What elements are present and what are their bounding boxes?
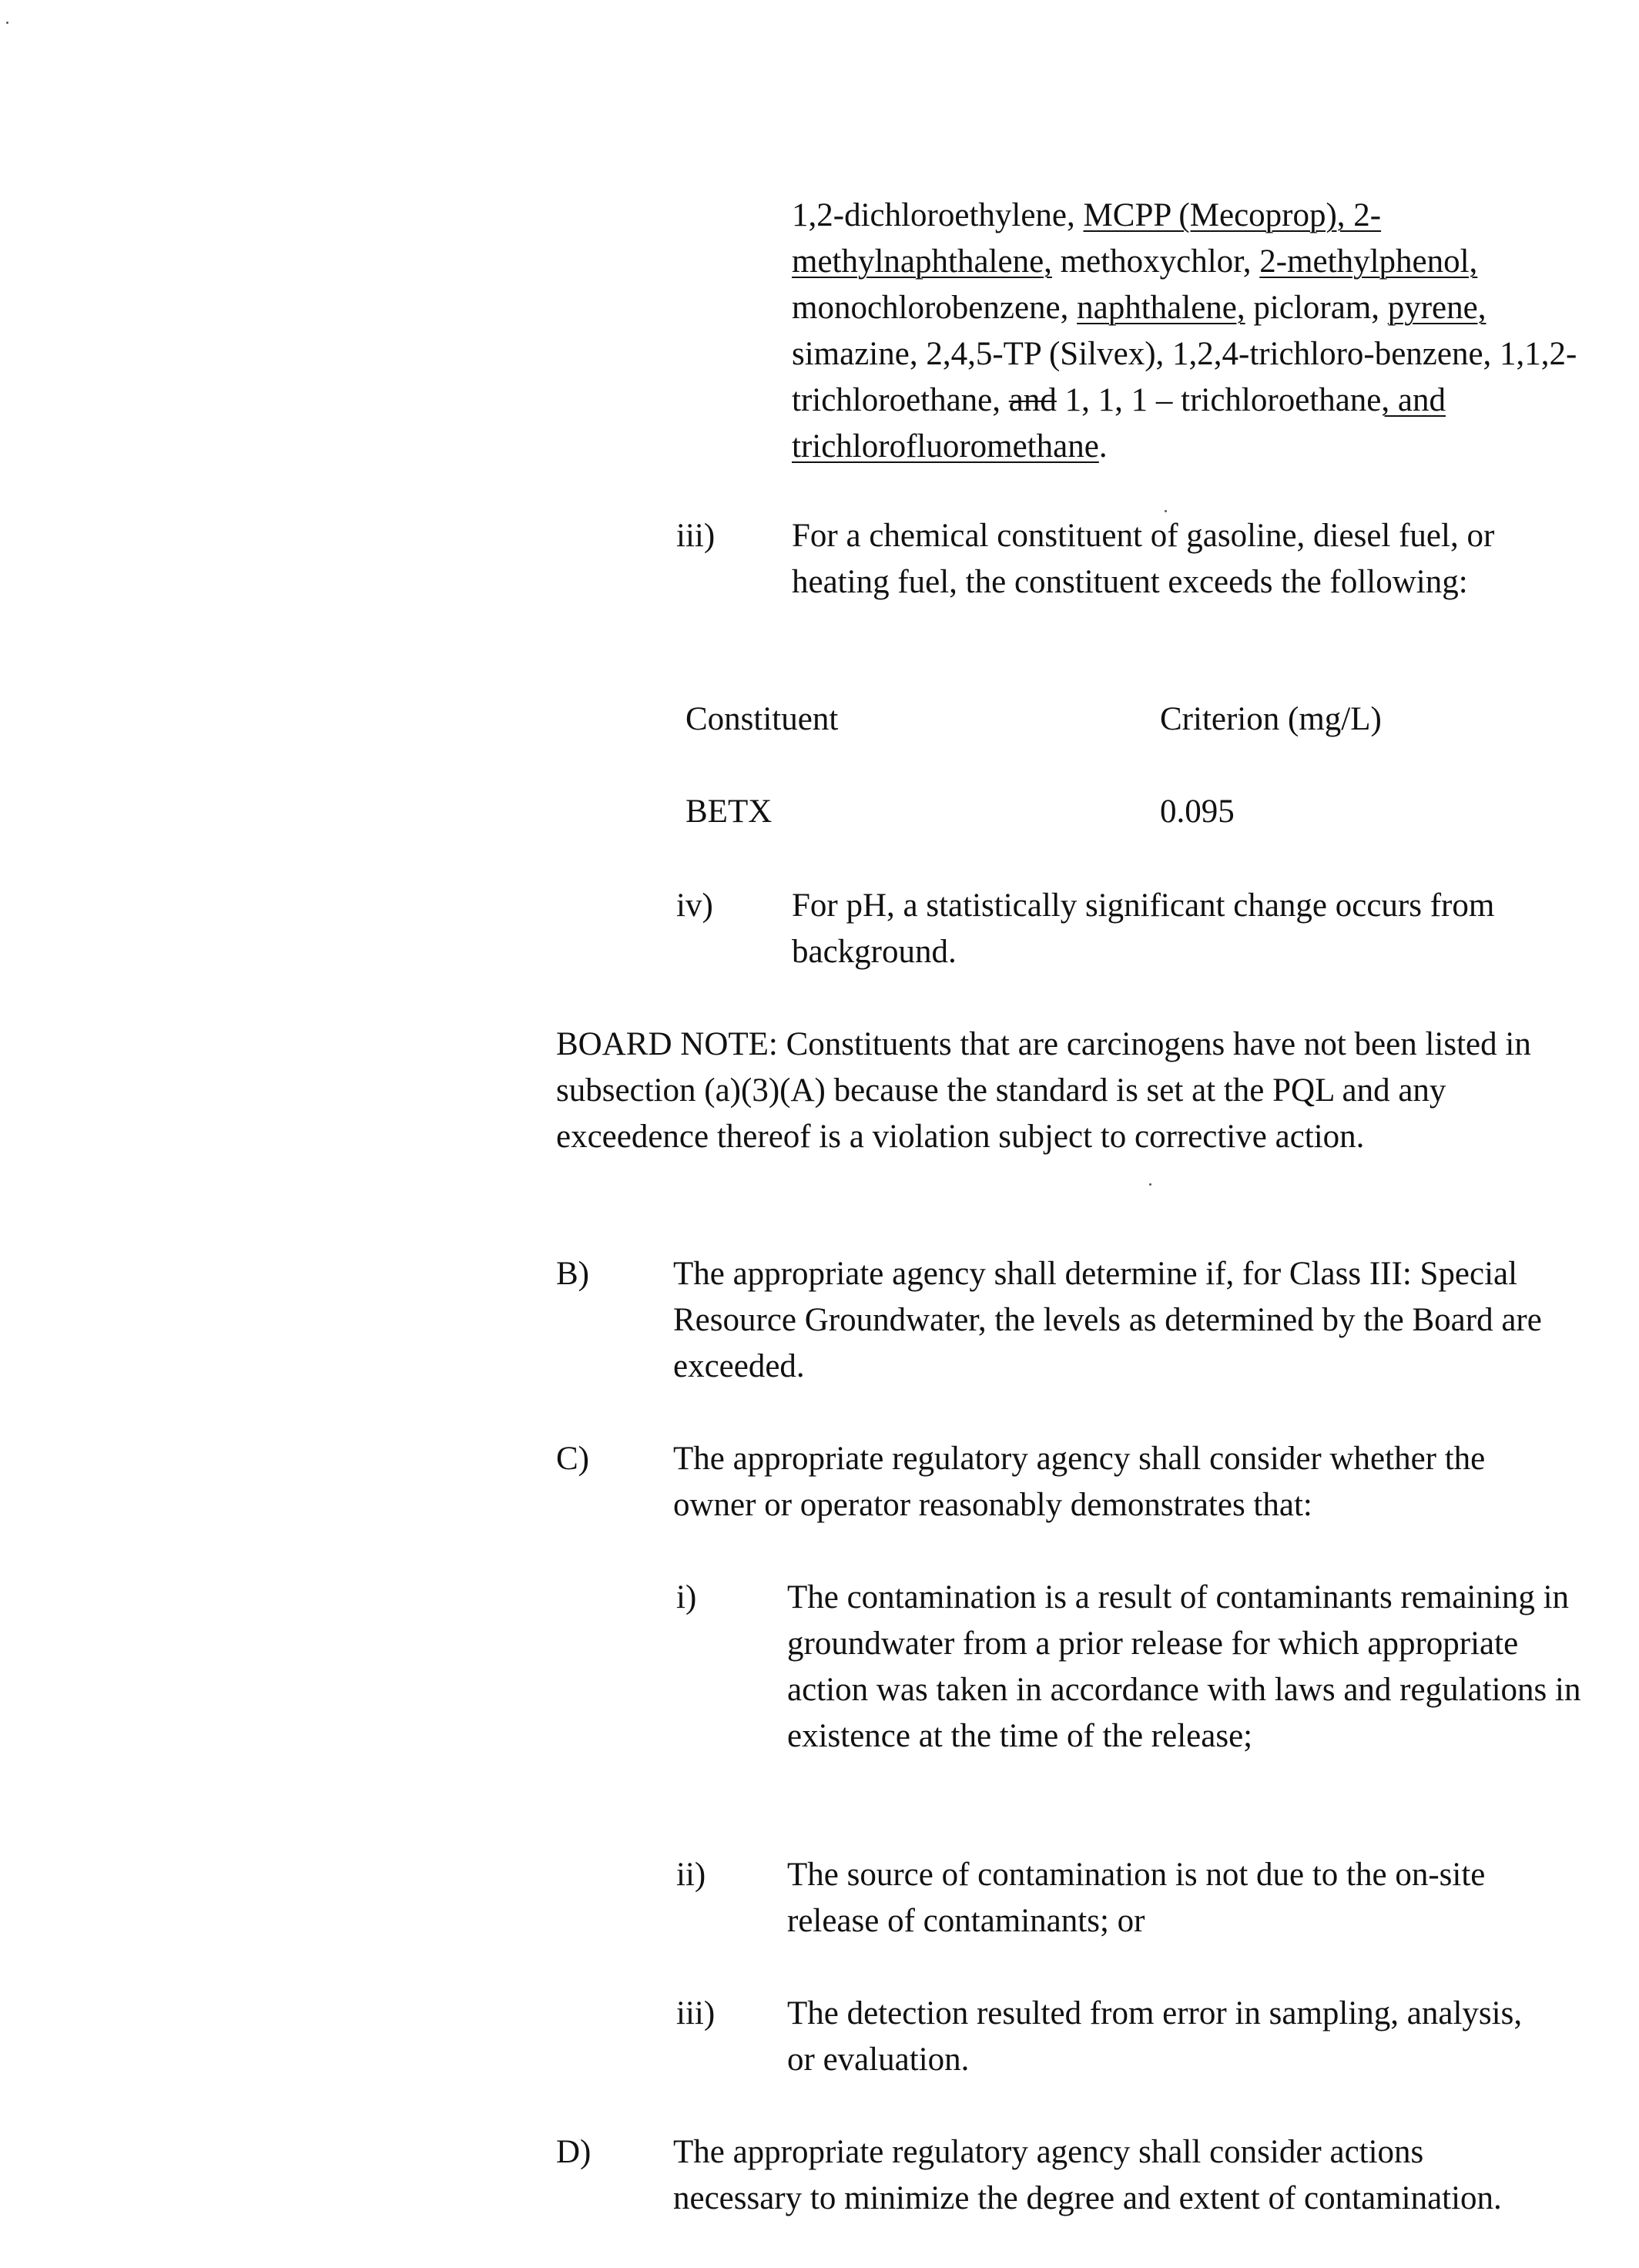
scan-speck — [1149, 1183, 1151, 1186]
list-seg-12: . — [1098, 428, 1108, 465]
item-C-label: C) — [556, 1441, 589, 1477]
item-C-iii-label: iii) — [676, 1995, 716, 2031]
scan-speck — [6, 22, 8, 24]
item-iii-fuel-text: For a chemical constituent of gasoline, diesel fuel, or heating fuel, the constituent exceeds the following: — [792, 518, 1495, 600]
item-C-iii-text: The detection resulted from error in sampling, analysis, or evaluation. — [787, 1995, 1523, 2078]
item-C-ii-text: The source of contamination is not due to the on-site release of contaminants; or — [787, 1857, 1486, 1939]
list-seg-2: methoxychlor, — [1051, 243, 1260, 280]
list-seg-8: simazine, 2,4,5-TP (Silvex), 1,2,4-trichloro-benzene, 1,1,2-trichloroethane, — [792, 336, 1577, 418]
item-iii-fuel-label: iii) — [676, 518, 716, 554]
table-cell-criterion: 0.095 — [1160, 793, 1235, 830]
item-D-label: D) — [556, 2134, 592, 2170]
list-seg-11: , and trichlorofluoromethane — [792, 382, 1446, 465]
table-header-constituent: Constituent — [685, 701, 839, 737]
item-C-text: The appropriate regulatory agency shall consider whether the owner or operator reasonably demonstrates that: — [673, 1441, 1486, 1523]
item-C-ii-label: ii) — [676, 1857, 706, 1893]
item-D-text: The appropriate regulatory agency shall consider actions necessary to minimize the degree and extent of contamination. — [673, 2134, 1502, 2216]
list-seg-1: MCPP (Mecoprop), 2-methylnaphthalene, — [792, 197, 1382, 280]
table-cell-constituent: BETX — [685, 793, 773, 830]
list-seg-0: 1,2-dichloroethylene, — [792, 197, 1084, 233]
item-C-i-text: The contamination is a result of contaminants remaining in groundwater from a prior release for which appropriate action was taken in accordance with laws and regulations in existence at the time of the release; — [787, 1579, 1581, 1754]
list-seg-9: and — [1008, 382, 1057, 418]
scan-speck — [1165, 510, 1167, 512]
list-seg-5: naphthalene, — [1077, 290, 1245, 326]
list-seg-10: 1, 1, 1 – trichloroethane — [1056, 382, 1382, 418]
item-B-text: The appropriate agency shall determine if, for Class III: Special Resource Groundwater, the levels as determined by the Board are exceeded. — [673, 1256, 1542, 1384]
board-note: BOARD NOTE: Constituents that are carcinogens have not been listed in subsection (a)(3)(A) because the standard is set at the PQL and any exceedence thereof is a violation subject to corrective action. — [556, 1026, 1531, 1155]
item-B-label: B) — [556, 1256, 589, 1292]
item-C-i-label: i) — [676, 1579, 697, 1615]
constituent-list — [792, 193, 1608, 470]
list-seg-3: 2-methylphenol, — [1259, 243, 1478, 280]
table-header-criterion: Criterion (mg/L) — [1160, 701, 1382, 737]
item-iv-ph-label: iv) — [676, 887, 713, 924]
item-iv-ph-text: For pH, a statistically significant change occurs from background. — [792, 887, 1495, 970]
list-seg-4: monochlorobenzene, — [792, 290, 1078, 326]
list-seg-7: pyrene, — [1387, 290, 1486, 326]
list-seg-6: picloram, — [1245, 290, 1388, 326]
